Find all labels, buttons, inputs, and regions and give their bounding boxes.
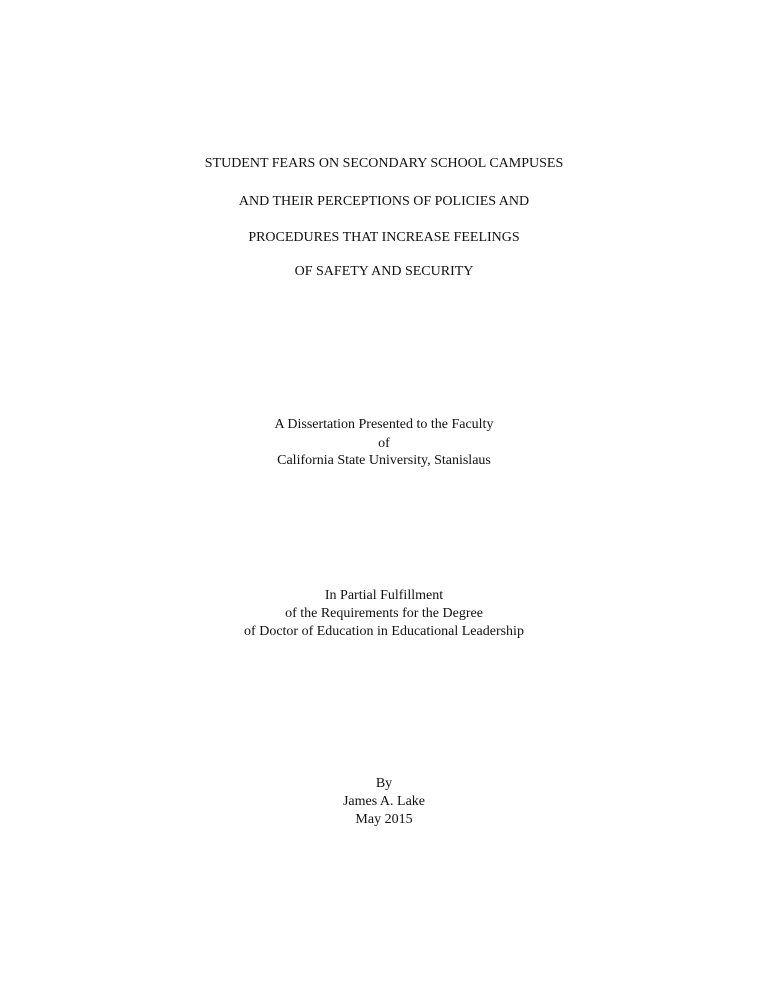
title-line-2: AND THEIR PERCEPTIONS OF POLICIES AND xyxy=(238,194,530,209)
title-line-3: PROCEDURES THAT INCREASE FEELINGS xyxy=(248,230,520,245)
degree-line: of Doctor of Education in Educational Leadership xyxy=(244,624,524,639)
author-name: James A. Lake xyxy=(342,794,426,809)
fulfillment-line-2: of the Requirements for the Degree xyxy=(285,606,483,621)
title-line-1: STUDENT FEARS ON SECONDARY SCHOOL CAMPUSES xyxy=(204,156,564,171)
title-line-4: OF SAFETY AND SECURITY xyxy=(294,264,474,279)
submission-date: May 2015 xyxy=(355,812,413,827)
presented-of-line: of xyxy=(378,436,390,451)
university-line: California State University, Stanislaus xyxy=(277,453,491,468)
by-label: By xyxy=(375,776,393,791)
fulfillment-line-1: In Partial Fulfillment xyxy=(324,588,444,603)
presented-to-line: A Dissertation Presented to the Faculty xyxy=(274,417,494,432)
